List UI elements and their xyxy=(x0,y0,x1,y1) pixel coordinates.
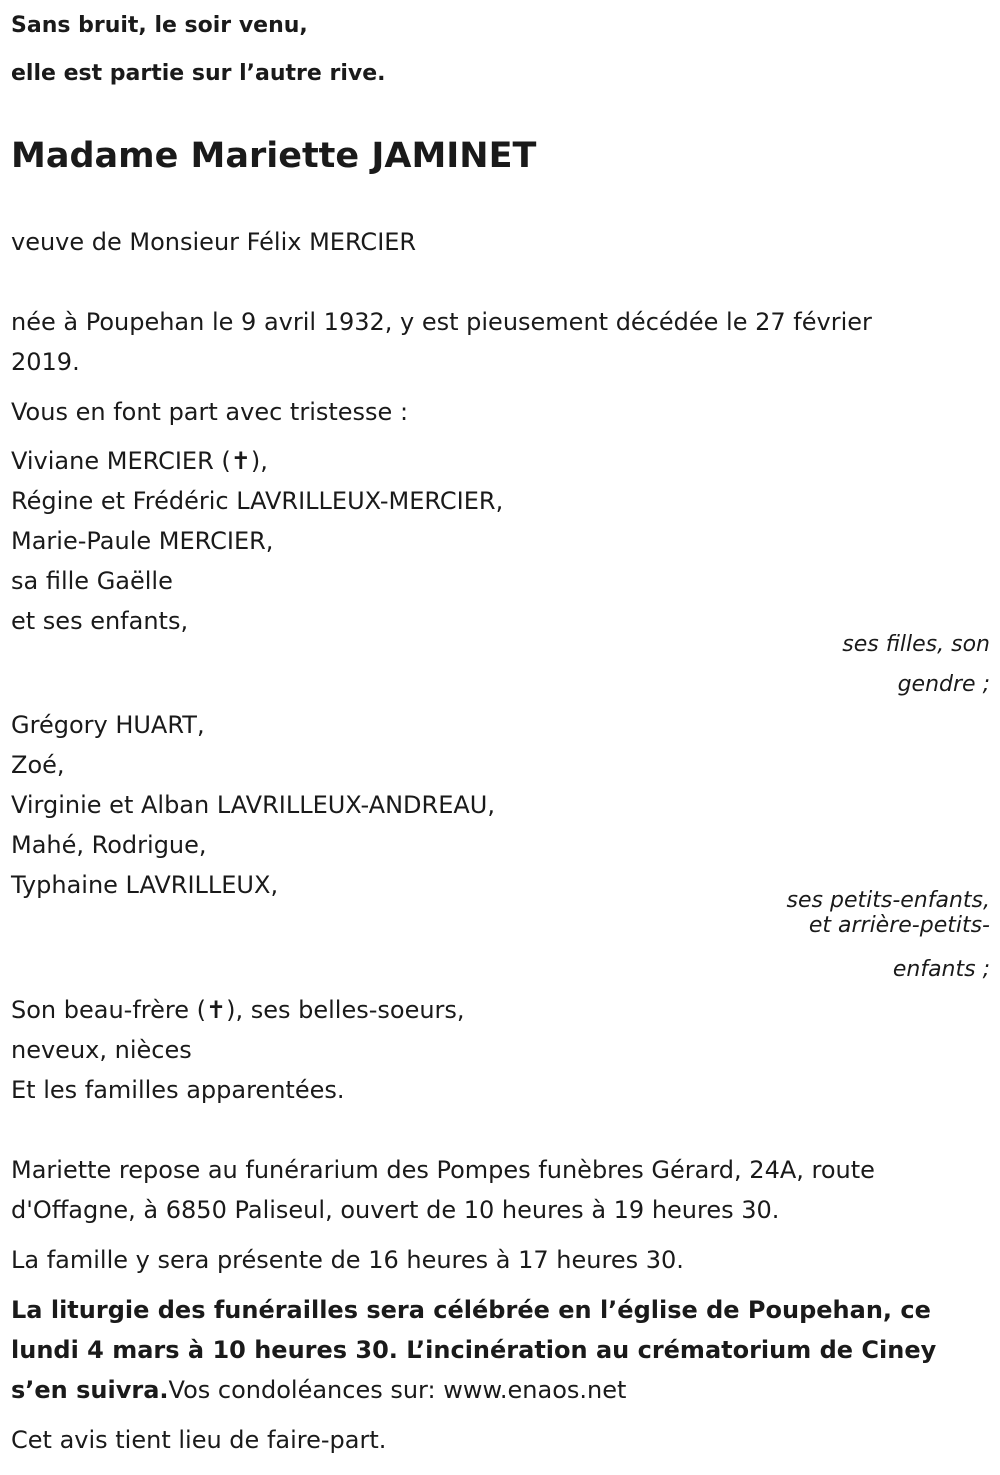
daughters-relation-line-2: gendre ; xyxy=(897,672,990,697)
liturgy-line-3 xyxy=(11,1370,626,1410)
family-line-3: Et les familles apparentées. xyxy=(11,1076,345,1104)
daughter-name: Régine et Frédéric LAVRILLEUX-MERCIER, xyxy=(11,487,504,515)
family-presence: La famille y sera présente de 16 heures à 17 heures 30. xyxy=(11,1246,684,1274)
deceased-name: Madame Mariette JAMINET xyxy=(11,136,537,176)
grandchildren-relation-line-3: enfants ; xyxy=(892,957,990,982)
daughter-name: sa fille Gaëlle xyxy=(11,567,173,595)
birth-death-line-1: née à Poupehan le 9 avril 1932, y est pieusement décédée le 27 février xyxy=(11,308,872,336)
family-line-2: neveux, nièces xyxy=(11,1036,192,1064)
birth-death-line-2: 2019. xyxy=(11,348,80,376)
family-line-1: Son beau-frère (✝), ses belles-soeurs, xyxy=(11,996,465,1024)
closing-line: Cet avis tient lieu de faire-part. xyxy=(11,1426,387,1454)
epitaph-line-1: Sans bruit, le soir venu, xyxy=(11,13,308,38)
condolences-link[interactable]: Vos condoléances sur: www.enaos.net xyxy=(168,1376,627,1404)
grandchild-name: Grégory HUART, xyxy=(11,711,205,739)
repose-line-2: d'Offagne, à 6850 Paliseul, ouvert de 10 heures à 19 heures 30. xyxy=(11,1196,780,1224)
grandchild-name: Typhaine LAVRILLEUX, xyxy=(11,871,279,899)
daughters-relation-line-1: ses filles, son xyxy=(842,632,990,657)
grandchild-name: Virginie et Alban LAVRILLEUX-ANDREAU, xyxy=(11,791,495,819)
grandchild-name: Zoé, xyxy=(11,751,65,779)
liturgy-end: s’en suivra. xyxy=(11,1376,169,1404)
daughter-name: Marie-Paule MERCIER, xyxy=(11,527,274,555)
spouse-line: veuve de Monsieur Félix MERCIER xyxy=(11,228,417,256)
repose-line-1: Mariette repose au funérarium des Pompes funèbres Gérard, 24A, route xyxy=(11,1156,875,1184)
announcement-intro: Vous en font part avec tristesse : xyxy=(11,398,409,426)
grandchildren-relation-line-2: et arrière-petits- xyxy=(808,913,990,938)
daughter-name: et ses enfants, xyxy=(11,607,189,635)
liturgy-line-2: lundi 4 mars à 10 heures 30. L’incinération au crématorium de Ciney xyxy=(11,1336,937,1364)
epitaph-line-2: elle est partie sur l’autre rive. xyxy=(11,61,386,86)
liturgy-line-1: La liturgie des funérailles sera célébrée en l’église de Poupehan, ce xyxy=(11,1296,931,1324)
grandchild-name: Mahé, Rodrigue, xyxy=(11,831,207,859)
grandchildren-relation-line-1: ses petits-enfants, xyxy=(786,888,990,913)
daughter-name: Viviane MERCIER (✝), xyxy=(11,447,268,475)
